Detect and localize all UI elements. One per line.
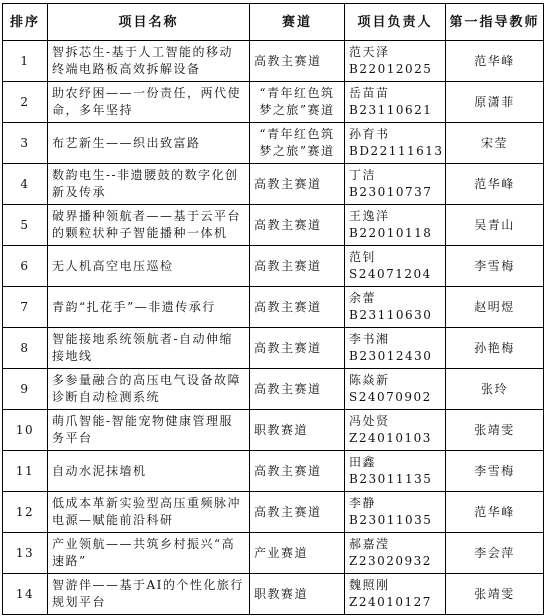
table-row xyxy=(3,123,544,164)
cell-project-name: 智能接地系统领航者-自动伸缩接地线 xyxy=(48,328,250,369)
header-no: 排序 xyxy=(3,4,48,41)
cell-lead xyxy=(345,287,446,328)
lead-name: 陈焱新 xyxy=(349,373,390,387)
cell-no: 13 xyxy=(3,533,48,574)
table-row xyxy=(3,246,544,287)
lead-name: 田鑫 xyxy=(349,455,377,469)
lead-student-id: B23011135 xyxy=(349,472,433,486)
cell-teacher: 李雪梅 xyxy=(446,246,544,287)
cell-teacher: 孙艳梅 xyxy=(446,328,544,369)
cell-no: 4 xyxy=(3,164,48,205)
cell-project-name: 助农纾困——一份责任，两代使命，多年坚持 xyxy=(48,82,250,123)
lead-name: 李书湘 xyxy=(349,332,390,346)
lead-student-id: B22012025 xyxy=(349,62,433,76)
table-row xyxy=(3,328,544,369)
cell-teacher: 赵明煜 xyxy=(446,287,544,328)
cell-track: “青年红色筑梦之旅”赛道 xyxy=(250,123,345,164)
cell-lead xyxy=(345,328,446,369)
cell-teacher: 范华峰 xyxy=(446,164,544,205)
lead-name: 魏照刚 xyxy=(349,578,390,592)
cell-track: “青年红色筑梦之旅”赛道 xyxy=(250,82,345,123)
cell-no: 7 xyxy=(3,287,48,328)
cell-track: 高教主赛道 xyxy=(250,451,345,492)
header-lead: 项目负责人 xyxy=(345,4,446,41)
lead-name: 王逸洋 xyxy=(349,209,390,223)
lead-student-id: S24071204 xyxy=(349,267,432,281)
cell-teacher: 张靖雯 xyxy=(446,574,544,615)
project-table xyxy=(2,3,544,615)
cell-no: 14 xyxy=(3,574,48,615)
cell-project-name: 布艺新生——织出致富路 xyxy=(48,123,250,164)
cell-project-name: 智拆芯生-基于人工智能的移动终端电路板高效拆解设备 xyxy=(48,41,250,82)
lead-student-id: B23110630 xyxy=(349,308,433,322)
cell-lead xyxy=(345,410,446,451)
cell-track: 高教主赛道 xyxy=(250,492,345,533)
cell-teacher: 李雪梅 xyxy=(446,451,544,492)
lead-name: 冯处贤 xyxy=(349,414,390,428)
cell-no: 3 xyxy=(3,123,48,164)
lead-student-id: B23010737 xyxy=(349,185,433,199)
cell-track: 高教主赛道 xyxy=(250,328,345,369)
cell-no: 5 xyxy=(3,205,48,246)
cell-project-name: 多参量融合的高压电气设备故障诊断自动检测系统 xyxy=(48,369,250,410)
lead-name: 丁洁 xyxy=(349,168,377,182)
lead-student-id: Z24010127 xyxy=(349,595,432,609)
cell-teacher: 宋莹 xyxy=(446,123,544,164)
table-row xyxy=(3,287,544,328)
lead-name: 范天泽 xyxy=(349,45,390,59)
cell-lead xyxy=(345,246,446,287)
cell-project-name: 自动水泥抹墙机 xyxy=(48,451,250,492)
cell-track: 高教主赛道 xyxy=(250,287,345,328)
cell-lead xyxy=(345,41,446,82)
table-row xyxy=(3,533,544,574)
table-row xyxy=(3,205,544,246)
cell-project-name: 智游伴——基于AI的个性化旅行规划平台 xyxy=(48,574,250,615)
header-teacher: 第一指导教师 xyxy=(446,4,544,41)
lead-student-id: B23011035 xyxy=(349,513,433,527)
cell-project-name: 数韵电生--非遗腰鼓的数字化创新及传承 xyxy=(48,164,250,205)
cell-track: 职教赛道 xyxy=(250,410,345,451)
header-name: 项目名称 xyxy=(48,4,250,41)
lead-student-id: B23012430 xyxy=(349,349,433,363)
cell-lead xyxy=(345,123,446,164)
cell-lead xyxy=(345,451,446,492)
cell-lead xyxy=(345,164,446,205)
table-row xyxy=(3,492,544,533)
cell-project-name: 破界播种领航者——基于云平台的颗粒状种子智能播种一体机 xyxy=(48,205,250,246)
lead-name: 郝嘉滢 xyxy=(349,537,390,551)
header-row xyxy=(3,4,544,41)
cell-project-name: 低成本革新实验型高压重频脉冲电源—赋能前沿科研 xyxy=(48,492,250,533)
table-row xyxy=(3,369,544,410)
table-row xyxy=(3,574,544,615)
cell-lead xyxy=(345,82,446,123)
lead-name: 孙育书 xyxy=(349,127,390,141)
cell-project-name: 无人机高空电压巡检 xyxy=(48,246,250,287)
lead-student-id: BD22111613 xyxy=(349,144,444,158)
table-row xyxy=(3,41,544,82)
lead-student-id: Z23020932 xyxy=(349,554,432,568)
cell-project-name: 萌爪智能-智能宠物健康管理服务平台 xyxy=(48,410,250,451)
cell-no: 6 xyxy=(3,246,48,287)
cell-track: 职教赛道 xyxy=(250,574,345,615)
cell-teacher: 范华峰 xyxy=(446,41,544,82)
table-row xyxy=(3,164,544,205)
lead-student-id: Z24010103 xyxy=(349,431,432,445)
cell-teacher: 范华峰 xyxy=(446,492,544,533)
lead-name: 岳苗苗 xyxy=(349,86,390,100)
cell-teacher: 原潇菲 xyxy=(446,82,544,123)
cell-track: 高教主赛道 xyxy=(250,246,345,287)
table-row xyxy=(3,410,544,451)
cell-no: 12 xyxy=(3,492,48,533)
lead-name: 李静 xyxy=(349,496,377,510)
cell-no: 1 xyxy=(3,41,48,82)
lead-student-id: B22010118 xyxy=(349,226,433,240)
cell-teacher: 吴青山 xyxy=(446,205,544,246)
cell-track: 高教主赛道 xyxy=(250,164,345,205)
lead-name: 范钊 xyxy=(349,250,377,264)
table-row xyxy=(3,451,544,492)
cell-track: 高教主赛道 xyxy=(250,41,345,82)
cell-track: 高教主赛道 xyxy=(250,369,345,410)
cell-teacher: 张玲 xyxy=(446,369,544,410)
cell-lead xyxy=(345,533,446,574)
lead-student-id: S24070902 xyxy=(349,390,432,404)
cell-no: 10 xyxy=(3,410,48,451)
cell-project-name: 产业领航——共筑乡村振兴“高速路” xyxy=(48,533,250,574)
cell-lead xyxy=(345,492,446,533)
cell-no: 2 xyxy=(3,82,48,123)
cell-no: 8 xyxy=(3,328,48,369)
cell-track: 高教主赛道 xyxy=(250,205,345,246)
cell-no: 9 xyxy=(3,369,48,410)
cell-no: 11 xyxy=(3,451,48,492)
cell-project-name: 青韵“扎花手”—非遗传承行 xyxy=(48,287,250,328)
cell-lead xyxy=(345,205,446,246)
cell-teacher: 张靖雯 xyxy=(446,410,544,451)
cell-lead xyxy=(345,574,446,615)
lead-name: 余蕾 xyxy=(349,291,377,305)
cell-lead xyxy=(345,369,446,410)
header-track: 赛道 xyxy=(250,4,345,41)
lead-student-id: B23110621 xyxy=(349,103,433,117)
cell-track: 产业赛道 xyxy=(250,533,345,574)
cell-teacher: 李会萍 xyxy=(446,533,544,574)
table-row xyxy=(3,82,544,123)
